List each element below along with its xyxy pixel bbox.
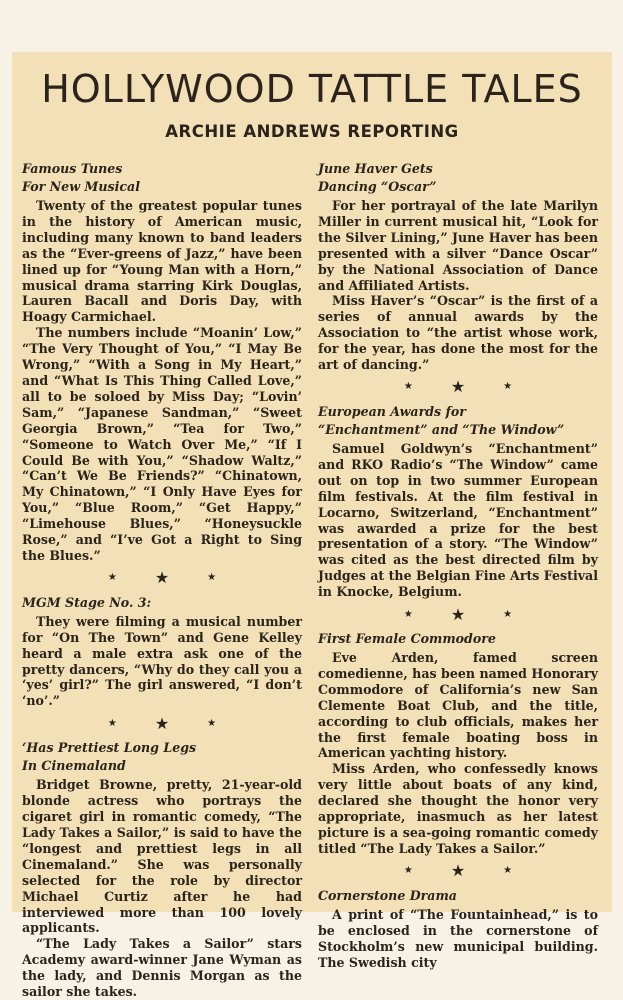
star-icon: ★ [207,572,217,584]
article-body [318,650,598,857]
article [318,630,598,857]
right-column [318,160,598,970]
star-separator [318,604,598,624]
article [318,887,598,971]
star-icon: ★ [503,608,513,620]
star-icon: ★ [107,572,117,584]
article-body [318,907,598,971]
article-paragraph: The numbers include “Moanin’ Low,” “The Very Thought of You,” “I May Be Wrong,” “With a Song in My Heart,” and “What Is This Thing Called Love,” all to be soloed by Miss Day; “Lovin’ Sam,” “Japanese Sandman,” “Sweet Georgia Brown,” “Tea for Two,” “Someone to Watch Over Me,” “If I Could Be with You,” “Shadow Waltz,” “Can’t We Be Friends?” “Chinatown, My Chinatown,” “I Only Have Eyes for You,” “Blue Room,” “Get Happy,” “Limehouse Blues,” “Honeysuckle Rose,” and “I’ve Got a Right to Sing the Blues.” [22,325,302,563]
article-body [318,198,598,373]
article-paragraph: Bridget Browne, pretty, 21-year-old blonde actress who portrays the cigaret girl in romantic comedy, “The Lady Takes a Sailor,” is said to have the “longest and prettiest legs in all Cinemaland.” She was personally selected for the role by director Michael Curtiz after he had interviewed more than 100 lovely applicants. [22,777,302,936]
article-body [22,777,302,1000]
star-icon: ★ [503,865,513,877]
star-icon: ★ [403,381,413,393]
star-icon: ★ [450,861,466,881]
article-heading: Famous Tunes [22,161,123,176]
byline: ARCHIE ANDREWS REPORTING [165,122,459,141]
article-paragraph: “The Lady Takes a Sailor” stars Academy award-winner Jane Wyman as the lady, and Dennis Morgan as the sailor she takes. [22,936,302,1000]
magazine-page [12,52,612,1000]
star-separator [318,377,598,397]
article-body [22,198,302,564]
article-heading: European Awards for [318,403,466,419]
article-paragraph: Miss Haver’s “Oscar” is the first of a series of annual awards by the Association to “the artist whose work, for the year, has done the most for the art of dancing.” [318,293,598,373]
left-column [22,160,302,1000]
article-paragraph: Eve Arden, famed screen comedienne, has been named Honorary Commodore of California’s new San Clemente Boat Club, and the title, according to club officials, makes her the first female boating boss in American yachting history. [318,650,598,761]
article-heading: “Enchantment” and “The Window” [318,421,565,437]
article-paragraph: For her portrayal of the late Marilyn Miller in current musical hit, “Look for the Silver Lining,” June Haver has been presented with a silver “Dance Oscar” by the National Association of Dance and Affiliated Artists. [318,198,598,293]
article-body [318,441,598,600]
star-icon: ★ [450,377,466,397]
article [22,160,302,564]
star-separator [22,568,302,588]
article-heading: MGM Stage No. 3: [22,594,152,610]
star-icon: ★ [207,717,217,729]
star-icon: ★ [154,713,170,733]
star-icon: ★ [503,381,513,393]
star-separator [22,713,302,733]
article-paragraph: Miss Arden, who confessedly knows very little about boats of any kind, declared she thought the honor very appropriate, inasmuch as her latest picture is a sea-going romantic comedy titled “The Lady Takes a Sailor.” [318,761,598,856]
article-heading: ‘Has Prettiest Long Legs [22,740,197,756]
article [318,160,598,373]
star-icon: ★ [450,604,466,624]
star-separator [318,861,598,881]
star-icon: ★ [107,717,117,729]
star-icon: ★ [403,608,413,620]
article-paragraph: Twenty of the greatest popular tunes in the history of American music, including many known to band leaders as the “Ever-greens of Jazz,” have been lined up for “Young Man with a Horn,” musical drama starring Kirk Douglas, Lauren Bacall and Doris Day, with Hoagy Carmichael. [22,198,302,325]
star-icon: ★ [403,865,413,877]
article-heading: June Haver Gets [318,161,433,176]
article [318,403,598,600]
article-heading: In Cinemaland [22,758,126,774]
page-title: HOLLYWOOD TATTLE TALES [41,67,583,111]
article-paragraph: Samuel Goldwyn’s “Enchantment” and RKO Radio’s “The Window” came out on top in two summer European film festivals. At the film festival in Locarno, Switzerland, “Enchantment” was awarded a prize for the best presentation of a story. “The Window” was cited as the best directed film by Judges at the Belgian Fine Arts Festival in Knocke, Belgium. [318,440,598,600]
article-heading: First Female Commodore [318,631,496,647]
article-heading: Cornerstone Drama [318,887,457,903]
article-heading: Dancing “Oscar” [318,179,437,194]
article-paragraph: They were filming a musical number for “On The Town” and Gene Kelley heard a male extra ask one of the pretty dancers, “Why do they call you a ‘yes’ girl?” The girl answered, “I don’t ‘no’.” [22,613,302,709]
article-paragraph: A print of “The Fountainhead,” is to be enclosed in the cornerstone of Stockholm’s new municipal building. The Swedish city [318,906,598,970]
article [22,594,302,709]
star-icon: ★ [154,568,170,588]
article-heading: For New Musical [22,179,141,194]
article-body [22,614,302,709]
article [22,739,302,1000]
